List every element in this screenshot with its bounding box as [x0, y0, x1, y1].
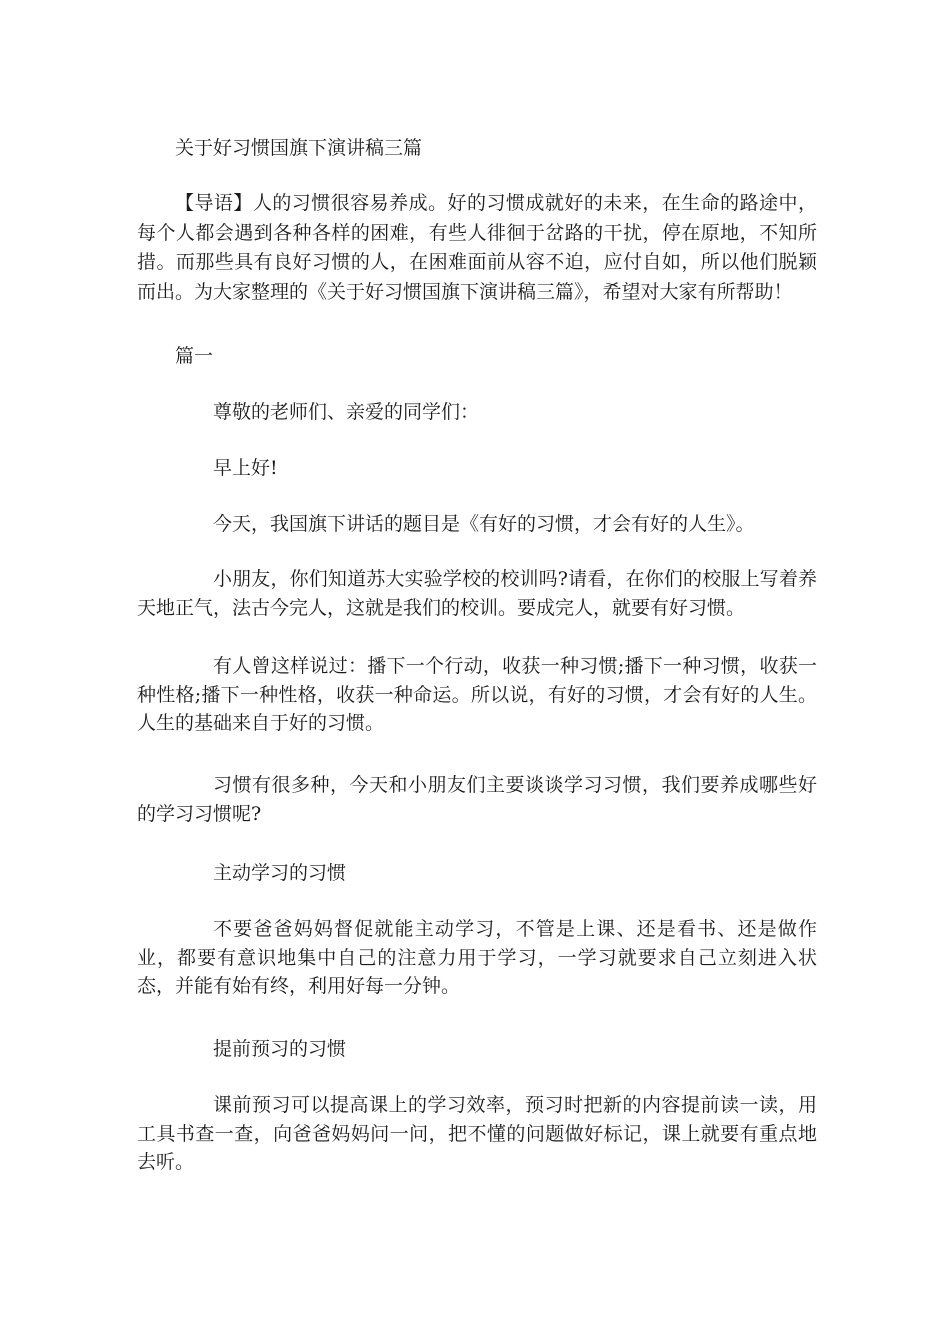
- motto-paragraph: 小朋友，你们知道苏大实验学校的校训吗?请看，在你们的校服上写着养天地正气，法古今完人，这就是我们的校训。要成完人，就要有好习惯。: [137, 568, 817, 619]
- section-heading: 篇一: [175, 345, 214, 367]
- active-learning-paragraph: 不要爸爸妈妈督促就能主动学习，不管是上课、还是看书、还是做作业，都要有意识地集中自己的注意力用于学习，一学习就要求自己立刻进入状态，并能有始有终，利用好每一分钟。: [137, 918, 817, 997]
- subheading-active-learning: 主动学习的习惯: [213, 862, 347, 884]
- subheading-preview: 提前预习的习惯: [213, 1038, 347, 1060]
- saying-paragraph: 有人曾这样说过：播下一个行动，收获一种习惯;播下一种习惯，收获一种性格;播下一种性格，收获一种命运。所以说，有好的习惯，才会有好的人生。人生的基础来自于好的习惯。: [137, 655, 817, 734]
- salutation: 尊敬的老师们、亲爱的同学们：: [213, 401, 480, 423]
- topic-paragraph: 今天，我国旗下讲话的题目是《有好的习惯，才会有好的人生》。: [213, 513, 755, 535]
- lead-paragraph: 【导语】人的习惯很容易养成。好的习惯成就好的未来，在生命的路途中，每个人都会遇到各种各样的困难，有些人徘徊于岔路的干扰，停在原地，不知所措。而那些具有良好习惯的人，在困难面前从容不迫，应付自如，所以他们脱颖而出。为大家整理的《关于好习惯国旗下演讲稿三篇》，希望对大家有所帮助！: [137, 192, 817, 303]
- greeting: 早上好!: [213, 457, 278, 479]
- intro-paragraph: 习惯有很多种，今天和小朋友们主要谈谈学习习惯，我们要养成哪些好的学习习惯呢?: [137, 774, 817, 825]
- preview-paragraph: 课前预习可以提高课上的学习效率，预习时把新的内容提前读一读，用工具书查一查，向爸爸妈妈问一问，把不懂的问题做好标记，课上就要有重点地去听。: [137, 1094, 817, 1173]
- document-title: 关于好习惯国旗下演讲稿三篇: [175, 137, 423, 159]
